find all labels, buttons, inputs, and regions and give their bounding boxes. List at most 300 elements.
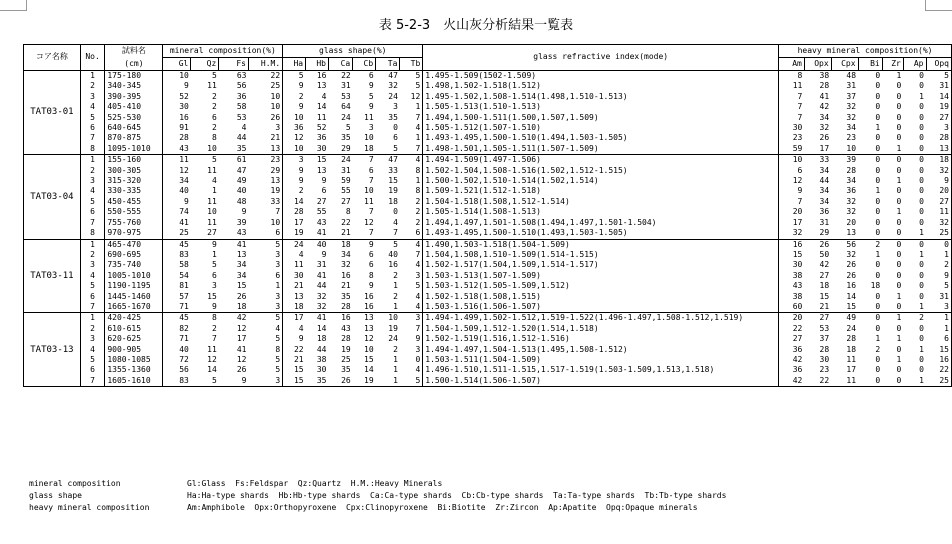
cell-mineral-fs: 43 bbox=[219, 228, 249, 239]
cell-glass-tb: 8 bbox=[400, 166, 423, 176]
cell-glass-cb: 15 bbox=[364, 354, 374, 364]
cell-glass-cb: 11 bbox=[364, 196, 374, 206]
cell-sample: 1080-1085 bbox=[105, 355, 163, 365]
cell-no: 7 bbox=[80, 133, 105, 143]
cell-heavy-opq: 14 bbox=[926, 92, 952, 102]
header-heavy-zr: Zr bbox=[882, 58, 903, 71]
cell-glass-cb: 12 bbox=[364, 334, 374, 344]
cell-glass-ca: 31 bbox=[341, 165, 351, 175]
cell-no: 3 bbox=[80, 334, 105, 344]
table-title: 表 5-2-3 火山灰分析結果一覧表 bbox=[378, 18, 574, 33]
cell-glass-cb: 7 bbox=[368, 207, 374, 217]
cell-heavy-am: 15 bbox=[792, 249, 803, 259]
cell-refractive-index: 1.509-1.521(1.512-1.518) bbox=[423, 186, 779, 196]
cell-glass-ha: 10 bbox=[293, 112, 304, 122]
cell-heavy-bi: 0 bbox=[875, 291, 881, 301]
cell-heavy-opx: 27 bbox=[804, 313, 831, 324]
cell-mineral-fs: 61 bbox=[219, 155, 249, 166]
cell-heavy-ap: 1 bbox=[919, 344, 924, 354]
cell-heavy-zr: 1 bbox=[896, 207, 902, 217]
cell-glass-ca: 28 bbox=[341, 334, 351, 344]
cell-heavy-ap: 0 bbox=[919, 281, 924, 291]
cell-heavy-ap: 0 bbox=[919, 133, 924, 143]
cell-mineral-gl: 9 bbox=[184, 81, 189, 91]
cell-heavy-opq: 27 bbox=[926, 197, 952, 207]
cell-glass-ta: 0 bbox=[393, 123, 398, 133]
cell-heavy-zr: 0 bbox=[896, 365, 902, 375]
cell-heavy-bi: 2 bbox=[858, 239, 882, 250]
cell-heavy-am: 59 bbox=[779, 144, 805, 155]
table-row bbox=[24, 133, 952, 143]
cell-mineral-qz: 10 bbox=[191, 144, 219, 155]
cell-heavy-cpx: 32 bbox=[846, 196, 857, 206]
cell-heavy-cpx: 16 bbox=[846, 281, 857, 291]
cell-heavy-opx: 29 bbox=[804, 228, 831, 239]
cell-heavy-bi: 0 bbox=[875, 217, 881, 227]
cell-glass-cb: 3 bbox=[368, 123, 374, 133]
cell-glass-ta: 47 bbox=[376, 155, 400, 166]
cell-refractive-index: 1.503-1.512(1.505-1.509,1.512) bbox=[423, 281, 779, 291]
cell-heavy-cpx: 32 bbox=[846, 207, 857, 217]
cell-mineral-gl: 57 bbox=[179, 291, 189, 301]
cell-glass-hb: 30 bbox=[316, 365, 327, 375]
cell-heavy-bi: 1 bbox=[875, 123, 881, 133]
cell-mineral-hm: 3 bbox=[249, 376, 283, 387]
cell-glass-ca: 21 bbox=[328, 228, 352, 239]
cell-sample: 755-760 bbox=[105, 218, 163, 228]
cell-heavy-opq: 27 bbox=[926, 113, 952, 123]
cell-glass-ha: 13 bbox=[293, 291, 304, 301]
table-body bbox=[24, 71, 952, 387]
cell-mineral-qz: 10 bbox=[207, 207, 217, 217]
table-row bbox=[24, 113, 952, 123]
cell-heavy-ap: 0 bbox=[919, 207, 924, 217]
cell-glass-ca: 32 bbox=[341, 260, 351, 270]
cell-heavy-cpx: 14 bbox=[846, 291, 857, 301]
cell-mineral-hm: 25 bbox=[249, 81, 283, 91]
table-row bbox=[24, 239, 952, 250]
cell-no: 7 bbox=[80, 302, 105, 313]
cell-no: 5 bbox=[80, 197, 105, 207]
cell-glass-hb: 40 bbox=[306, 239, 329, 250]
cell-heavy-bi: 0 bbox=[858, 228, 882, 239]
cell-mineral-fs: 53 bbox=[236, 112, 247, 122]
cell-heavy-opx: 15 bbox=[819, 291, 830, 301]
cell-heavy-am: 32 bbox=[779, 228, 805, 239]
table-row bbox=[24, 197, 952, 207]
cell-heavy-am: 20 bbox=[792, 207, 803, 217]
cell-heavy-ap: 0 bbox=[919, 334, 924, 344]
cell-no: 1 bbox=[80, 239, 105, 250]
cell-heavy-opx: 53 bbox=[819, 323, 830, 333]
cell-glass-cb: 10 bbox=[364, 344, 374, 354]
cell-mineral-fs: 44 bbox=[236, 133, 247, 143]
cell-glass-ha: 21 bbox=[293, 354, 304, 364]
cell-glass-ca: 25 bbox=[341, 354, 351, 364]
cell-mineral-qz: 8 bbox=[211, 133, 217, 143]
cell-heavy-zr: 0 bbox=[896, 102, 902, 112]
cell-sample: 900-905 bbox=[105, 345, 163, 355]
cell-glass-ta: 33 bbox=[388, 165, 398, 175]
cell-heavy-ap: 0 bbox=[919, 81, 924, 91]
cell-heavy-ap: 1 bbox=[919, 249, 924, 259]
cell-glass-cb: 7 bbox=[353, 228, 376, 239]
cell-glass-tb: 4 bbox=[400, 239, 423, 250]
cell-mineral-qz: 6 bbox=[211, 270, 217, 280]
cell-heavy-am: 9 bbox=[797, 186, 803, 196]
cell-heavy-opx: 18 bbox=[819, 281, 830, 291]
cell-glass-hb: 44 bbox=[316, 344, 327, 354]
cell-glass-ha: 15 bbox=[293, 365, 304, 375]
cell-heavy-ap: 0 bbox=[903, 155, 926, 166]
legend-label: heavy mineral composition bbox=[29, 503, 150, 512]
cell-heavy-am: 42 bbox=[792, 354, 803, 364]
cell-heavy-cpx: 48 bbox=[831, 71, 858, 82]
cell-heavy-cpx: 20 bbox=[846, 217, 857, 227]
cell-glass-hb: 32 bbox=[316, 291, 327, 301]
cell-mineral-gl: 10 bbox=[163, 71, 191, 82]
header-sample: 試料名 bbox=[105, 45, 163, 58]
cell-glass-ha: 15 bbox=[283, 376, 306, 387]
cell-mineral-fs: 26 bbox=[236, 291, 247, 301]
cell-heavy-opq: 28 bbox=[926, 133, 952, 143]
cell-heavy-ap: 0 bbox=[919, 323, 924, 333]
cell-heavy-cpx: 13 bbox=[831, 228, 858, 239]
cell-mineral-gl: 11 bbox=[163, 155, 191, 166]
cell-heavy-opq: 15 bbox=[926, 345, 952, 355]
cell-heavy-cpx: 39 bbox=[831, 155, 858, 166]
cell-glass-cb: 12 bbox=[364, 217, 374, 227]
table-row bbox=[24, 218, 952, 228]
table-row bbox=[24, 166, 952, 176]
cell-heavy-opx: 42 bbox=[819, 260, 830, 270]
cell-mineral-gl: 58 bbox=[179, 260, 189, 270]
table-row bbox=[24, 92, 952, 102]
cell-glass-ca: 29 bbox=[328, 144, 352, 155]
cell-mineral-qz: 1 bbox=[211, 186, 217, 196]
table-row bbox=[24, 365, 952, 375]
legend-text: Ha:Ha-type shards Hb:Hb-type shards Ca:Ca-type shards Cb:Cb-type shards Ta:Ta-type shards Tb:Tb-type shards bbox=[187, 491, 727, 500]
cell-heavy-ap: 0 bbox=[919, 291, 924, 301]
cell-glass-tb: 4 bbox=[400, 292, 423, 302]
cell-glass-hb: 30 bbox=[306, 144, 329, 155]
cell-glass-cb: 5 bbox=[368, 91, 374, 101]
cell-sample: 450-455 bbox=[105, 197, 163, 207]
cell-glass-ca: 24 bbox=[328, 155, 352, 166]
cell-heavy-cpx: 28 bbox=[846, 165, 857, 175]
cell-mineral-qz: 4 bbox=[211, 176, 217, 186]
cell-no: 2 bbox=[80, 81, 105, 91]
cell-refractive-index: 1.493-1.495,1.500-1.510(1.493,1.503-1.505) bbox=[423, 228, 779, 239]
cell-mineral-qz: 5 bbox=[211, 260, 217, 270]
cell-glass-ca: 64 bbox=[341, 102, 351, 112]
cell-heavy-cpx: 32 bbox=[846, 102, 857, 112]
cell-no: 2 bbox=[80, 250, 105, 260]
cell-refractive-index: 1.505-1.512(1.507-1.510) bbox=[423, 123, 779, 133]
cell-sample: 525-530 bbox=[105, 113, 163, 123]
cell-glass-tb: 5 bbox=[400, 376, 423, 387]
cell-glass-cb: 9 bbox=[353, 239, 376, 250]
cell-sample: 735-740 bbox=[105, 260, 163, 270]
cell-mineral-gl: 40 bbox=[179, 344, 189, 354]
cell-glass-hb: 36 bbox=[316, 133, 327, 143]
cell-refractive-index: 1.504-1.509,1.512-1.520(1.514,1.518) bbox=[423, 324, 779, 334]
cell-glass-ta: 24 bbox=[388, 91, 398, 101]
cell-glass-ta: 40 bbox=[388, 249, 398, 259]
cell-heavy-am: 8 bbox=[779, 71, 805, 82]
cell-sample: 465-470 bbox=[105, 239, 163, 250]
cell-glass-hb: 41 bbox=[306, 228, 329, 239]
cell-heavy-opx: 26 bbox=[819, 133, 830, 143]
cell-glass-tb: 4 bbox=[400, 260, 423, 270]
cell-refractive-index: 1.496-1.510,1.511-1.515,1.517-1.519(1.503-1.509,1.513,1.518) bbox=[423, 365, 779, 375]
cell-sample: 1095-1010 bbox=[105, 144, 163, 155]
cell-heavy-am: 22 bbox=[792, 323, 803, 333]
cell-glass-tb: 4 bbox=[400, 302, 423, 313]
cell-glass-tb: 2 bbox=[400, 207, 423, 217]
cell-mineral-hm: 1 bbox=[249, 281, 283, 291]
cell-glass-ta: 4 bbox=[393, 217, 398, 227]
cell-glass-tb: 3 bbox=[400, 271, 423, 281]
cell-heavy-bi: 0 bbox=[858, 302, 882, 313]
cell-sample: 420-425 bbox=[105, 313, 163, 324]
table-row bbox=[24, 334, 952, 344]
cell-mineral-fs: 18 bbox=[219, 302, 249, 313]
cell-mineral-qz: 11 bbox=[207, 81, 217, 91]
header-mineral-qz: Qz bbox=[191, 58, 219, 71]
cell-glass-ha: 36 bbox=[293, 123, 304, 133]
cell-heavy-ap: 0 bbox=[903, 239, 926, 250]
cell-glass-hb: 11 bbox=[316, 112, 327, 122]
cell-heavy-cpx: 28 bbox=[846, 334, 857, 344]
cell-glass-ta: 2 bbox=[393, 291, 398, 301]
cell-heavy-zr: 1 bbox=[882, 144, 903, 155]
cell-mineral-gl: 16 bbox=[179, 112, 189, 122]
cell-glass-ha: 11 bbox=[293, 260, 304, 270]
cell-heavy-cpx: 11 bbox=[831, 376, 858, 387]
cell-heavy-cpx: 37 bbox=[846, 91, 857, 101]
cell-glass-ha: 4 bbox=[298, 249, 304, 259]
cell-glass-ha: 4 bbox=[298, 323, 304, 333]
cell-mineral-hm: 5 bbox=[249, 239, 283, 250]
cell-glass-ca: 22 bbox=[328, 71, 352, 82]
cell-heavy-am: 42 bbox=[779, 376, 805, 387]
cell-glass-hb: 43 bbox=[316, 217, 327, 227]
cell-glass-tb: 9 bbox=[400, 334, 423, 344]
cell-no: 1 bbox=[80, 313, 105, 324]
cell-refractive-index: 1.498-1.501,1.505-1.511(1.507-1.509) bbox=[423, 144, 779, 155]
cell-mineral-fs: 34 bbox=[236, 260, 247, 270]
cell-glass-ha: 14 bbox=[293, 196, 304, 206]
cell-heavy-am: 60 bbox=[779, 302, 805, 313]
cell-glass-ca: 18 bbox=[328, 239, 352, 250]
cell-mineral-hm: 13 bbox=[249, 176, 283, 186]
cell-glass-ta: 47 bbox=[376, 71, 400, 82]
cell-refractive-index: 1.505-1.513(1.510-1.513) bbox=[423, 102, 779, 112]
table-row bbox=[24, 123, 952, 133]
core-name: TAT03-04 bbox=[24, 155, 81, 239]
core-name: TAT03-13 bbox=[24, 313, 81, 387]
cell-heavy-zr: 0 bbox=[896, 186, 902, 196]
cell-glass-cb: 19 bbox=[353, 376, 376, 387]
cell-heavy-opq: 2 bbox=[926, 260, 952, 270]
cell-mineral-fs: 41 bbox=[236, 344, 247, 354]
legend-text: Gl:Glass Fs:Feldspar Qz:Quartz H.M.:Heavy Minerals bbox=[187, 479, 443, 488]
cell-refractive-index: 1.505-1.514(1.508-1.513) bbox=[423, 207, 779, 217]
cell-mineral-gl: 71 bbox=[163, 302, 191, 313]
cell-glass-ta: 1 bbox=[393, 281, 398, 291]
cell-refractive-index: 1.502-1.518(1.508,1.515) bbox=[423, 292, 779, 302]
header-mineral-fs: Fs bbox=[219, 58, 249, 71]
cell-heavy-am: 17 bbox=[792, 217, 803, 227]
cell-no: 6 bbox=[80, 123, 105, 133]
header-glass-tb: Tb bbox=[400, 58, 423, 71]
cell-glass-tb: 4 bbox=[400, 365, 423, 375]
cell-sample: 390-395 bbox=[105, 92, 163, 102]
cell-glass-tb: 7 bbox=[400, 250, 423, 260]
cell-heavy-opx: 38 bbox=[804, 71, 831, 82]
cell-heavy-am: 36 bbox=[792, 344, 803, 354]
table-row bbox=[24, 71, 952, 82]
cell-mineral-qz: 5 bbox=[191, 155, 219, 166]
cell-sample: 300-305 bbox=[105, 166, 163, 176]
cell-glass-cb: 18 bbox=[353, 144, 376, 155]
cell-glass-tb: 7 bbox=[400, 113, 423, 123]
cell-refractive-index: 1.494,1.500-1.511(1.500,1.507,1.509) bbox=[423, 113, 779, 123]
cell-mineral-hm: 10 bbox=[249, 218, 283, 228]
cell-mineral-qz: 2 bbox=[211, 91, 217, 101]
cell-heavy-bi: 1 bbox=[875, 334, 881, 344]
cell-heavy-bi: 0 bbox=[875, 365, 881, 375]
cell-mineral-fs: 56 bbox=[236, 81, 247, 91]
cell-mineral-gl: 56 bbox=[179, 365, 189, 375]
cell-heavy-ap: 0 bbox=[919, 176, 924, 186]
legend bbox=[29, 478, 726, 514]
cell-heavy-cpx: 31 bbox=[846, 81, 857, 91]
cell-glass-ca: 16 bbox=[341, 270, 351, 280]
table-row bbox=[24, 324, 952, 334]
header-mineral-group: mineral composition(%) bbox=[163, 45, 283, 58]
cell-glass-ta: 10 bbox=[376, 313, 400, 324]
cell-mineral-hm: 3 bbox=[249, 302, 283, 313]
cell-heavy-zr: 0 bbox=[882, 155, 903, 166]
cell-glass-cb: 6 bbox=[353, 71, 376, 82]
cell-mineral-fs: 39 bbox=[236, 217, 247, 227]
cell-mineral-qz: 15 bbox=[207, 291, 217, 301]
cell-no: 4 bbox=[80, 345, 105, 355]
cell-heavy-bi: 0 bbox=[875, 112, 881, 122]
cell-sample: 155-160 bbox=[105, 155, 163, 166]
cell-heavy-bi: 0 bbox=[875, 323, 881, 333]
legend-row bbox=[29, 490, 726, 502]
cell-glass-ha: 10 bbox=[283, 144, 306, 155]
cell-refractive-index: 1.495-1.502,1.508-1.514(1.498,1.510-1.513) bbox=[423, 92, 779, 102]
cell-mineral-hm: 5 bbox=[249, 355, 283, 365]
cell-mineral-gl: 25 bbox=[163, 228, 191, 239]
cell-glass-ta: 6 bbox=[393, 133, 398, 143]
cell-heavy-opx: 30 bbox=[819, 354, 830, 364]
cell-mineral-gl: 72 bbox=[179, 354, 189, 364]
cell-mineral-qz: 2 bbox=[211, 102, 217, 112]
header-heavy-ap: Ap bbox=[903, 58, 926, 71]
cell-glass-tb: 5 bbox=[400, 71, 423, 82]
cell-glass-cb: 7 bbox=[353, 155, 376, 166]
table-row bbox=[24, 144, 952, 155]
cell-no: 4 bbox=[80, 102, 105, 112]
cell-mineral-gl: 41 bbox=[179, 217, 189, 227]
cell-heavy-zr: 0 bbox=[896, 133, 902, 143]
cell-glass-hb: 38 bbox=[316, 354, 327, 364]
header-heavy-cpx: Cpx bbox=[831, 58, 858, 71]
cell-glass-hb: 32 bbox=[306, 302, 329, 313]
cell-heavy-am: 7 bbox=[797, 91, 803, 101]
cell-heavy-zr: 1 bbox=[882, 313, 903, 324]
cell-glass-cb: 13 bbox=[364, 323, 374, 333]
header-heavy-bi: Bi bbox=[858, 58, 882, 71]
cell-glass-ha: 3 bbox=[283, 155, 306, 166]
cell-mineral-gl: 45 bbox=[163, 313, 191, 324]
cell-heavy-am: 10 bbox=[779, 155, 805, 166]
cell-heavy-am: 27 bbox=[792, 334, 803, 344]
cell-mineral-gl: 34 bbox=[179, 176, 189, 186]
cell-glass-cb: 6 bbox=[368, 260, 374, 270]
cell-glass-tb: 0 bbox=[400, 355, 423, 365]
cell-heavy-opq: 19 bbox=[926, 102, 952, 112]
cell-mineral-qz: 9 bbox=[191, 239, 219, 250]
cell-glass-tb: 6 bbox=[400, 228, 423, 239]
cell-heavy-opq: 1 bbox=[926, 324, 952, 334]
cell-heavy-opx: 32 bbox=[819, 123, 830, 133]
header-heavy-opq: Opq bbox=[926, 58, 952, 71]
cell-mineral-fs: 12 bbox=[236, 354, 247, 364]
cell-glass-ta: 7 bbox=[376, 228, 400, 239]
cell-heavy-opq: 31 bbox=[926, 81, 952, 91]
header-mineral-hm: H.M. bbox=[249, 58, 283, 71]
cell-mineral-fs: 42 bbox=[219, 313, 249, 324]
cell-heavy-ap: 0 bbox=[919, 270, 924, 280]
cell-heavy-bi: 18 bbox=[870, 281, 881, 291]
cell-glass-ta: 16 bbox=[388, 260, 398, 270]
cell-heavy-cpx: 18 bbox=[846, 344, 857, 354]
cell-glass-ca: 26 bbox=[328, 376, 352, 387]
cell-mineral-qz: 6 bbox=[211, 112, 217, 122]
cell-mineral-hm: 5 bbox=[249, 313, 283, 324]
cell-heavy-opx: 28 bbox=[819, 81, 830, 91]
cell-no: 4 bbox=[80, 271, 105, 281]
cell-heavy-opx: 44 bbox=[819, 176, 830, 186]
header-glass-cb: Cb bbox=[353, 58, 376, 71]
cell-glass-cb: 9 bbox=[368, 102, 374, 112]
cell-heavy-ap: 0 bbox=[919, 196, 924, 206]
cell-heavy-ap: 1 bbox=[903, 228, 926, 239]
cell-glass-cb: 14 bbox=[364, 365, 374, 375]
cell-heavy-cpx: 26 bbox=[846, 270, 857, 280]
cell-heavy-am: 20 bbox=[779, 313, 805, 324]
cell-heavy-ap: 0 bbox=[919, 354, 924, 364]
cell-heavy-zr: 0 bbox=[896, 165, 902, 175]
cell-no: 7 bbox=[80, 218, 105, 228]
cell-mineral-qz: 5 bbox=[191, 71, 219, 82]
cell-heavy-opq: 31 bbox=[926, 292, 952, 302]
cell-no: 7 bbox=[80, 376, 105, 387]
cell-heavy-zr: 0 bbox=[896, 281, 902, 291]
cell-mineral-qz: 11 bbox=[207, 344, 217, 354]
cell-heavy-bi: 0 bbox=[858, 144, 882, 155]
cell-glass-ta: 1 bbox=[376, 302, 400, 313]
cell-heavy-opq: 3 bbox=[926, 302, 952, 313]
cell-glass-tb: 2 bbox=[400, 197, 423, 207]
cell-glass-cb: 9 bbox=[368, 81, 374, 91]
